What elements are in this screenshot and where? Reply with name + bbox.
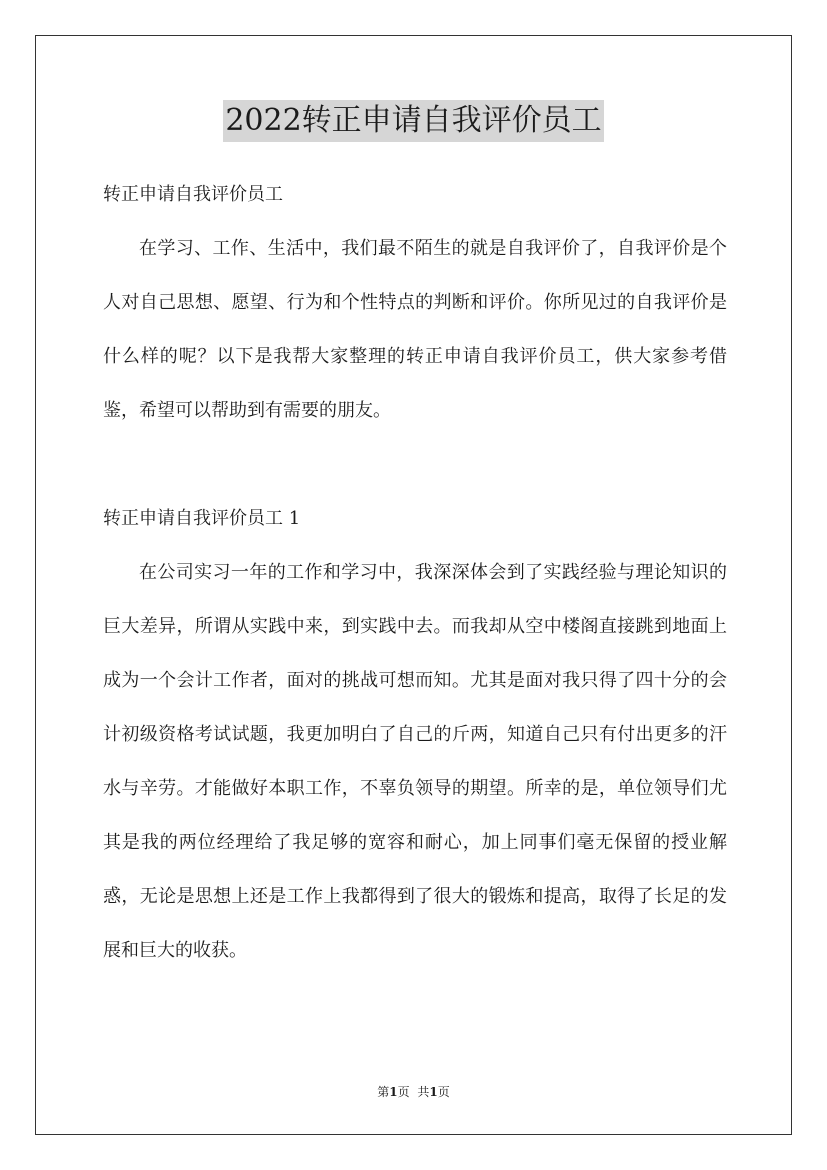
total-suffix: 页 xyxy=(437,1085,450,1099)
intro-paragraph: 在学习、工作、生活中，我们最不陌生的就是自我评价了，自我评价是个人对自己思想、愿望、行为和个性特点的判断和评价。你所见过的自我评价是什么样的呢？以下是我帮大家整理的转正申请自我评价员工，供大家参考借鉴，希望可以帮助到有需要的朋友。 xyxy=(103,238,727,421)
section1-heading: 转正申请自我评价员工 1 xyxy=(103,508,301,529)
page-number: 1 xyxy=(389,1085,398,1099)
document-title-wrap xyxy=(0,100,827,142)
section-spacer xyxy=(103,438,727,492)
page-footer xyxy=(0,1084,827,1100)
document-body xyxy=(103,168,727,978)
intro-heading: 转正申请自我评价员工 xyxy=(103,184,283,205)
total-prefix: 共 xyxy=(417,1085,430,1099)
page-suffix: 页 xyxy=(397,1085,410,1099)
section1-paragraph: 在公司实习一年的工作和学习中，我深深体会到了实践经验与理论知识的巨大差异，所谓从实践中来，到实践中去。而我却从空中楼阁直接跳到地面上成为一个会计工作者，面对的挑战可想而知。尤其是面对我只得了四十分的会计初级资格考试试题，我更加明白了自己的斤两，知道自己只有付出更多的汗水与辛劳。才能做好本职工作，不辜负领导的期望。所幸的是，单位领导们尤其是我的两位经理给了我足够的宽容和耐心，加上同事们毫无保留的授业解惑，无论是思想上还是工作上我都得到了很大的锻炼和提高，取得了长足的发展和巨大的收获。 xyxy=(103,562,727,961)
document-title: 2022转正申请自我评价员工 xyxy=(223,100,603,142)
page-prefix: 第 xyxy=(377,1085,390,1099)
total-number: 1 xyxy=(429,1085,438,1099)
